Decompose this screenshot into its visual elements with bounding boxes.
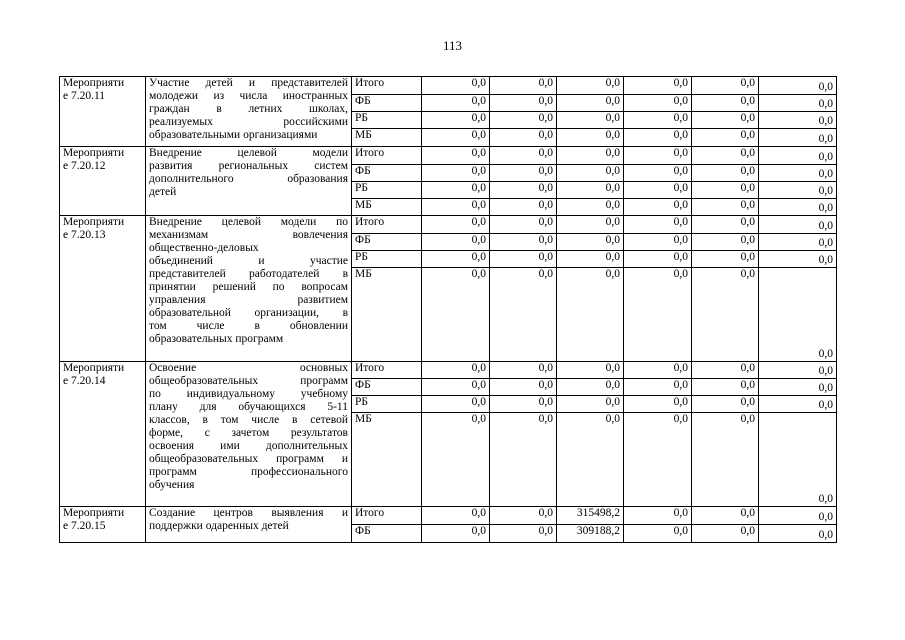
activity-description: [146, 77, 352, 147]
amount-cell: 0,0: [490, 362, 557, 379]
amount-cell: 0,0: [759, 112, 837, 129]
amount-cell: 0,0: [422, 525, 490, 543]
amount-cell: 0,0: [624, 216, 692, 234]
activity-code-line: е 7.20.14: [63, 375, 106, 387]
funding-source: ФБ: [352, 379, 422, 396]
amount-cell: 0,0: [759, 234, 837, 251]
amount-cell: 0,0: [692, 182, 759, 199]
amount-cell: 0,0: [422, 182, 490, 199]
funding-source: ФБ: [352, 525, 422, 543]
activity-description-line: общеобразовательных программ: [149, 375, 348, 387]
amount-cell: 0,0: [624, 362, 692, 379]
amount-cell: 0,0: [692, 199, 759, 216]
amount-cell: 0,0: [422, 362, 490, 379]
amount-cell: 0,0: [759, 379, 837, 396]
activity-description-line: реализуемых российскими: [149, 116, 348, 128]
activity-description-line: управления развитием: [149, 294, 348, 306]
activity-code-line: е 7.20.12: [63, 160, 106, 172]
table-row: [60, 507, 837, 525]
amount-cell: 0,0: [624, 95, 692, 112]
amount-cell: 0,0: [624, 507, 692, 525]
amount-cell: 0,0: [422, 396, 490, 413]
activity-code-line: Мероприяти: [63, 147, 125, 159]
amount-cell: 0,0: [557, 396, 624, 413]
amount-cell: 0,0: [692, 216, 759, 234]
amount-cell: 0,0: [692, 507, 759, 525]
funding-source: РБ: [352, 112, 422, 129]
amount-cell: 0,0: [422, 234, 490, 251]
funding-source: РБ: [352, 251, 422, 268]
amount-cell: 0,0: [422, 129, 490, 147]
activities-table: [59, 76, 837, 543]
activity-description-line: дополнительного образования: [149, 173, 348, 185]
amount-cell: 0,0: [692, 413, 759, 507]
activity-description-line: Освоение основных: [149, 362, 348, 374]
amount-cell: 0,0: [422, 95, 490, 112]
activity-description-line: поддержки одаренных детей: [149, 520, 289, 532]
amount-cell: 0,0: [490, 216, 557, 234]
amount-cell: 0,0: [624, 251, 692, 268]
amount-cell: 0,0: [624, 165, 692, 182]
amount-cell: 0,0: [759, 77, 837, 95]
amount-cell: 0,0: [759, 525, 837, 543]
amount-cell: 0,0: [490, 251, 557, 268]
activity-code-line: е 7.20.15: [63, 520, 106, 532]
amount-cell: 309188,2: [557, 525, 624, 543]
activity-code: [60, 507, 146, 543]
amount-cell: 0,0: [692, 147, 759, 165]
activity-description-line: принятии решений по вопросам: [149, 281, 348, 293]
amount-cell: 0,0: [692, 362, 759, 379]
activity-code-line: Мероприяти: [63, 216, 125, 228]
funding-source: Итого: [352, 362, 422, 379]
funding-source: РБ: [352, 182, 422, 199]
activity-description-line: образовательными организациями: [149, 129, 318, 141]
amount-cell: 0,0: [692, 525, 759, 543]
activity-description-line: освоения ими дополнительных: [149, 440, 348, 452]
amount-cell: 0,0: [557, 112, 624, 129]
activity-description-line: Создание центров выявления и: [149, 507, 348, 519]
amount-cell: 315498,2: [557, 507, 624, 525]
amount-cell: 0,0: [557, 77, 624, 95]
funding-source: ФБ: [352, 165, 422, 182]
amount-cell: 0,0: [490, 129, 557, 147]
amount-cell: 0,0: [624, 77, 692, 95]
amount-cell: 0,0: [490, 147, 557, 165]
amount-cell: 0,0: [490, 379, 557, 396]
amount-cell: 0,0: [490, 507, 557, 525]
amount-cell: 0,0: [692, 234, 759, 251]
amount-cell: 0,0: [624, 129, 692, 147]
page-number: 113: [442, 38, 463, 53]
amount-cell: 0,0: [692, 268, 759, 362]
amount-cell: 0,0: [557, 199, 624, 216]
amount-cell: 0,0: [557, 95, 624, 112]
amount-cell: 0,0: [624, 199, 692, 216]
activity-code-line: е 7.20.13: [63, 229, 106, 241]
funding-source: Итого: [352, 147, 422, 165]
amount-cell: 0,0: [624, 379, 692, 396]
activity-description-line: молодежи из числа иностранных: [149, 90, 348, 102]
amount-cell: 0,0: [692, 112, 759, 129]
amount-cell: 0,0: [557, 413, 624, 507]
amount-cell: 0,0: [422, 112, 490, 129]
activity-description-line: механизмам вовлечения: [149, 229, 348, 241]
amount-cell: 0,0: [759, 182, 837, 199]
amount-cell: 0,0: [422, 216, 490, 234]
activity-description: [146, 216, 352, 362]
table-row: [60, 77, 837, 95]
amount-cell: 0,0: [692, 251, 759, 268]
activity-description-line: по индивидуальному учебному: [149, 388, 348, 400]
activity-description-line: образовательных программ: [149, 333, 284, 345]
amount-cell: 0,0: [422, 147, 490, 165]
amount-cell: 0,0: [557, 182, 624, 199]
table-row: [60, 216, 837, 234]
amount-cell: 0,0: [692, 95, 759, 112]
amount-cell: 0,0: [759, 362, 837, 379]
amount-cell: 0,0: [759, 507, 837, 525]
amount-cell: 0,0: [624, 112, 692, 129]
activity-code: [60, 147, 146, 216]
activity-description-line: Участие детей и представителей: [149, 77, 348, 89]
amount-cell: 0,0: [624, 182, 692, 199]
activity-code: [60, 77, 146, 147]
amount-cell: 0,0: [490, 413, 557, 507]
activity-description-line: граждан в летних школах,: [149, 103, 348, 115]
activity-description-line: том числе в обновлении: [149, 320, 348, 332]
funding-source: РБ: [352, 396, 422, 413]
funding-source: ФБ: [352, 234, 422, 251]
amount-cell: 0,0: [692, 77, 759, 95]
amount-cell: 0,0: [759, 268, 837, 362]
amount-cell: 0,0: [557, 234, 624, 251]
amount-cell: 0,0: [422, 379, 490, 396]
amount-cell: 0,0: [490, 112, 557, 129]
funding-source: Итого: [352, 507, 422, 525]
funding-source: МБ: [352, 129, 422, 147]
amount-cell: 0,0: [422, 199, 490, 216]
amount-cell: 0,0: [759, 199, 837, 216]
activity-description-line: образовательной организации, в: [149, 307, 348, 319]
activity-description-line: общеобразовательных программ и: [149, 453, 348, 465]
funding-source: МБ: [352, 413, 422, 507]
activity-description: [146, 147, 352, 216]
amount-cell: 0,0: [422, 413, 490, 507]
amount-cell: 0,0: [759, 165, 837, 182]
funding-source: МБ: [352, 268, 422, 362]
amount-cell: 0,0: [759, 251, 837, 268]
amount-cell: 0,0: [490, 77, 557, 95]
activity-description-line: Внедрение целевой модели: [149, 147, 348, 159]
funding-source: Итого: [352, 216, 422, 234]
activity-description-line: развития региональных систем: [149, 160, 348, 172]
activity-description: [146, 507, 352, 543]
amount-cell: 0,0: [422, 165, 490, 182]
activity-description-line: представителей работодателей в: [149, 268, 348, 280]
activity-description-line: обучения: [149, 479, 195, 491]
activity-description-line: программ профессионального: [149, 466, 348, 478]
activity-code-line: Мероприяти: [63, 507, 125, 519]
amount-cell: 0,0: [490, 396, 557, 413]
amount-cell: 0,0: [759, 129, 837, 147]
activity-code: [60, 362, 146, 507]
amount-cell: 0,0: [557, 379, 624, 396]
amount-cell: 0,0: [759, 147, 837, 165]
amount-cell: 0,0: [624, 396, 692, 413]
amount-cell: 0,0: [557, 165, 624, 182]
amount-cell: 0,0: [759, 413, 837, 507]
amount-cell: 0,0: [557, 251, 624, 268]
activity-description-line: детей: [149, 186, 177, 198]
amount-cell: 0,0: [490, 525, 557, 543]
funding-source: МБ: [352, 199, 422, 216]
table-row: [60, 362, 837, 379]
amount-cell: 0,0: [557, 147, 624, 165]
table-row: [60, 147, 837, 165]
amount-cell: 0,0: [692, 396, 759, 413]
amount-cell: 0,0: [490, 95, 557, 112]
activity-description-line: классов, в том числе в сетевой: [149, 414, 348, 426]
amount-cell: 0,0: [557, 362, 624, 379]
funding-source: Итого: [352, 77, 422, 95]
amount-cell: 0,0: [759, 216, 837, 234]
amount-cell: 0,0: [490, 268, 557, 362]
amount-cell: 0,0: [692, 129, 759, 147]
amount-cell: 0,0: [692, 379, 759, 396]
amount-cell: 0,0: [422, 251, 490, 268]
activity-description: [146, 362, 352, 507]
amount-cell: 0,0: [624, 525, 692, 543]
amount-cell: 0,0: [490, 234, 557, 251]
amount-cell: 0,0: [557, 129, 624, 147]
amount-cell: 0,0: [422, 268, 490, 362]
activity-code: [60, 216, 146, 362]
amount-cell: 0,0: [624, 147, 692, 165]
amount-cell: 0,0: [490, 199, 557, 216]
funding-source: ФБ: [352, 95, 422, 112]
amount-cell: 0,0: [422, 507, 490, 525]
activity-description-line: плану для обучающихся 5-11: [149, 401, 348, 413]
amount-cell: 0,0: [490, 165, 557, 182]
amount-cell: 0,0: [692, 165, 759, 182]
amount-cell: 0,0: [557, 216, 624, 234]
amount-cell: 0,0: [759, 95, 837, 112]
amount-cell: 0,0: [490, 182, 557, 199]
activity-description-line: объединений и участие: [149, 255, 348, 267]
amount-cell: 0,0: [422, 77, 490, 95]
amount-cell: 0,0: [557, 268, 624, 362]
amount-cell: 0,0: [624, 413, 692, 507]
activity-code-line: е 7.20.11: [63, 90, 106, 102]
activity-code-line: Мероприяти: [63, 77, 125, 89]
activity-description-line: Внедрение целевой модели по: [149, 216, 348, 228]
amount-cell: 0,0: [624, 268, 692, 362]
amount-cell: 0,0: [759, 396, 837, 413]
activity-description-line: общественно-деловых: [149, 242, 259, 254]
activity-code-line: Мероприяти: [63, 362, 125, 374]
activity-description-line: форме, с зачетом результатов: [149, 427, 348, 439]
amount-cell: 0,0: [624, 234, 692, 251]
